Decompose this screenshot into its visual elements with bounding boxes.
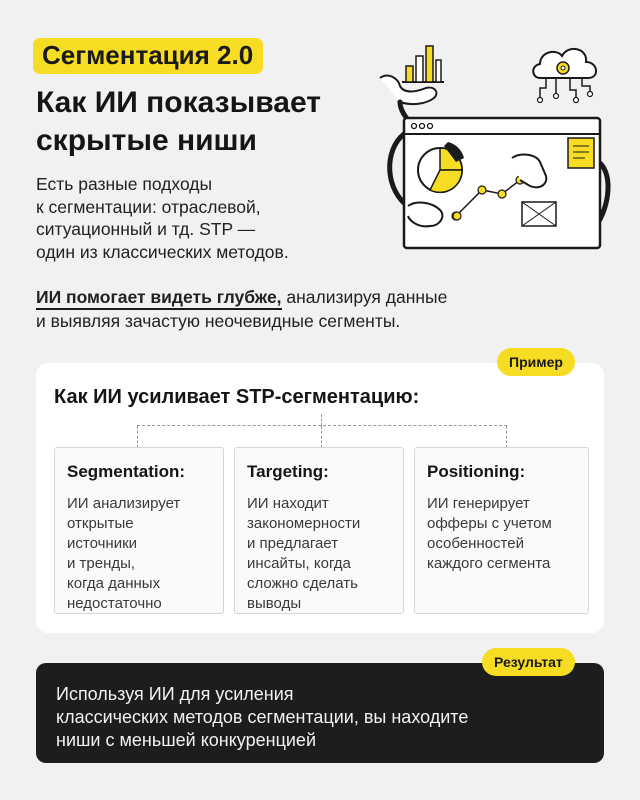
bar-chart-icon [402, 46, 444, 82]
column-title: Positioning: [427, 462, 526, 481]
result-line: ниши с меньшей конкуренцией [56, 730, 316, 750]
connector-lines [137, 425, 507, 448]
result-line: классических методов сегментации, вы находите [56, 707, 469, 727]
column-title: Targeting: [247, 462, 329, 481]
highlight-paragraph [36, 285, 596, 333]
intro-line: ситуационный и тд. STP — [36, 219, 256, 239]
sticky-note-icon [568, 138, 594, 168]
result-line: Используя ИИ для усиления [56, 684, 294, 704]
headline-line-2: скрытые ниши [36, 124, 257, 157]
result-text [56, 683, 468, 752]
intro-line: к сегментации: отраслевой, [36, 196, 261, 217]
highlight-rest: анализируя данные [281, 287, 448, 307]
example-title: Как ИИ усиливает STP-сегментацию: [54, 386, 420, 408]
segmentation-column [54, 447, 224, 614]
page-title [36, 84, 396, 160]
column-text: ИИ анализирует открытые источники и тренды, когда данных недостаточно [67, 495, 181, 612]
highlight-line-2: и выявляя зачастую неочевидные сегменты. [36, 311, 401, 331]
targeting-column [234, 447, 404, 614]
result-tag: Результат [482, 648, 575, 676]
column-text: ИИ находит закономерности и предлагает инсайты, когда сложно сделать выводы [247, 495, 361, 612]
column-text: ИИ генерирует офферы с учетом особенностей каждого сегмента [427, 495, 552, 572]
header-badge: Сегментация 2.0 [33, 38, 263, 74]
column-title: Segmentation: [67, 462, 186, 481]
highlight-bold: ИИ помогает видеть глубже, [36, 287, 282, 307]
cloud-gear-icon [533, 49, 596, 103]
intro-paragraph [36, 173, 289, 263]
headline-line-1: Как ИИ показывает [36, 86, 321, 119]
image-icon [522, 202, 556, 226]
analytics-illustration [370, 30, 620, 255]
intro-line: Есть разные подходы [36, 174, 213, 194]
intro-line: один из классических методов. [36, 241, 289, 262]
positioning-column [414, 447, 589, 614]
example-tag: Пример [497, 348, 575, 376]
